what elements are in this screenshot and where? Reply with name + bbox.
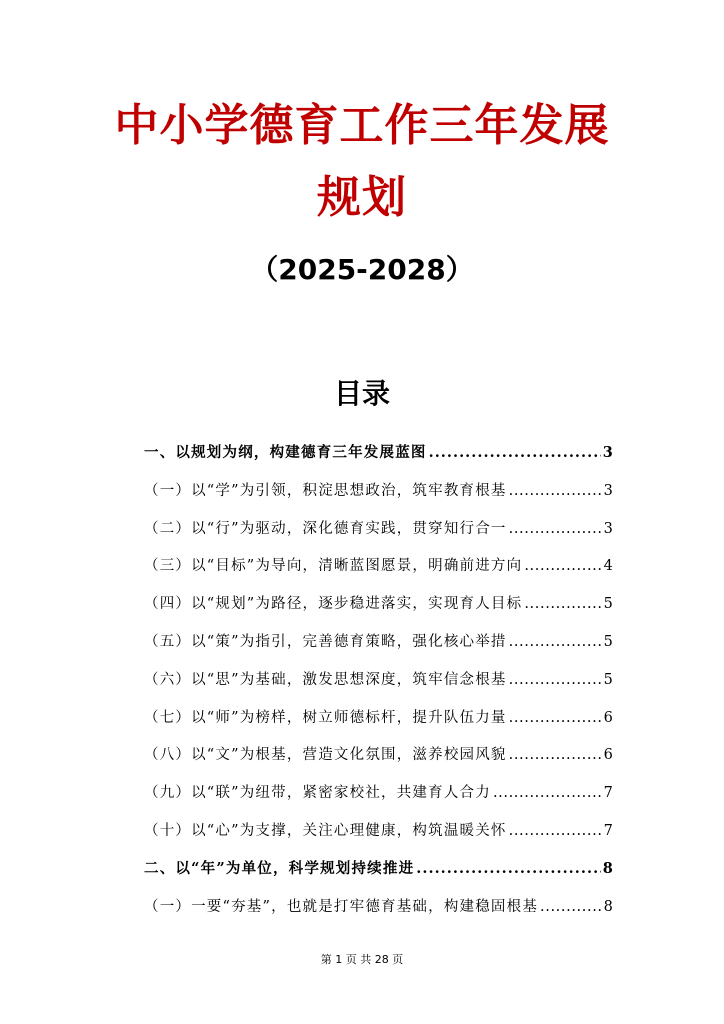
toc-dot-leader (509, 521, 602, 537)
toc-entry-text: （五）以“策”为指引，完善德育策略，强化核心举措 (144, 633, 507, 650)
toc-entry[interactable] (144, 895, 614, 933)
toc-dot-leader (509, 823, 602, 839)
toc-entry[interactable] (144, 819, 614, 857)
toc-entry-text: （八）以“文”为根基，营造文化氛围，滋养校园风貌 (144, 747, 507, 764)
toc-entry-page-number: 3 (603, 482, 614, 499)
table-of-contents (144, 441, 614, 932)
toc-dot-leader (524, 558, 601, 574)
toc-entry-page-number: 4 (603, 558, 614, 575)
toc-dot-leader (416, 860, 600, 877)
toc-entry-text: （三）以“目标”为导向，清晰蓝图愿景，明确前进方向 (144, 558, 523, 575)
toc-entry-page-number: 5 (603, 596, 614, 613)
toc-entry[interactable] (144, 668, 614, 706)
toc-entry-page-number: 7 (603, 785, 614, 802)
document-title-line1: 中小学德育工作三年发展 (114, 100, 610, 151)
toc-entry-page-number: 6 (603, 747, 614, 764)
toc-entry-page-number: 5 (603, 633, 614, 650)
toc-entry-page-number: 7 (603, 822, 614, 839)
toc-entry[interactable] (144, 479, 614, 517)
toc-entry[interactable] (144, 630, 614, 668)
document-subtitle: （2025-2028） (250, 253, 474, 286)
toc-entry-text: （一）以“学”为引领，积淀思想政治，筑牢教育根基 (144, 482, 507, 499)
toc-entry[interactable] (144, 592, 614, 630)
toc-entry-text: 一、以规划为纲，构建德育三年发展蓝图 (144, 444, 427, 461)
toc-entry[interactable] (144, 781, 614, 819)
toc-dot-leader (509, 747, 602, 763)
toc-entry-page-number: 8 (602, 859, 614, 877)
toc-entry[interactable] (144, 517, 614, 555)
toc-entry-text: （一）一要“夯基”，也就是打牢德育基础，构建稳固根基 (144, 898, 539, 915)
toc-dot-leader (509, 483, 602, 499)
toc-entry-page-number: 5 (603, 671, 614, 688)
toc-entry-page-number: 8 (603, 898, 614, 915)
toc-entry-page-number: 3 (602, 444, 614, 461)
toc-entry-text: （六）以“思”为基础，激发思想深度，筑牢信念根基 (144, 671, 507, 688)
toc-heading: 目录 (333, 377, 390, 410)
toc-entry-text: （四）以“规划”为路径，逐步稳进落实，实现育人目标 (144, 596, 523, 613)
toc-entry[interactable] (144, 857, 614, 895)
toc-dot-leader (509, 634, 602, 650)
toc-entry-text: （十）以“心”为支撑，关注心理健康，构筑温暖关怀 (144, 822, 507, 839)
toc-entry-page-number: 3 (603, 520, 614, 537)
toc-entry-text: （七）以“师”为榜样，树立师德标杆，提升队伍力量 (144, 709, 507, 726)
toc-entry-text: （九）以“联”为纽带，紧密家校社，共建育人合力 (144, 785, 491, 802)
toc-dot-leader (509, 710, 602, 726)
toc-entry[interactable] (144, 441, 614, 479)
page-footer: 第 1 页 共 28 页 (320, 953, 404, 966)
toc-dot-leader (524, 596, 601, 612)
toc-dot-leader (493, 785, 602, 801)
toc-entry[interactable] (144, 706, 614, 744)
toc-dot-leader (429, 444, 601, 461)
toc-entry[interactable] (144, 743, 614, 781)
toc-entry[interactable] (144, 554, 614, 592)
toc-entry-text: 二、以“年”为单位，科学规划持续推进 (144, 859, 415, 877)
toc-dot-leader (509, 672, 602, 688)
document-title-line2: 规划 (317, 172, 407, 223)
toc-dot-leader (540, 899, 602, 915)
toc-entry-text: （二）以“行”为驱动，深化德育实践，贯穿知行合一 (144, 520, 507, 537)
toc-entry-page-number: 6 (603, 709, 614, 726)
